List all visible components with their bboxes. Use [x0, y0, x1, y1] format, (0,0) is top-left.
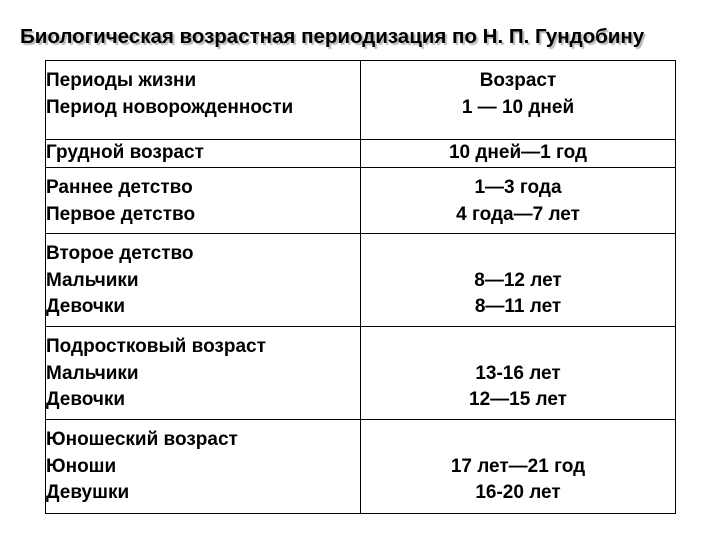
subgroup-label: Девушки — [46, 482, 130, 503]
age-cell — [361, 234, 676, 327]
age-value: 12—15 лет — [469, 389, 567, 410]
subgroup-label: Девочки — [46, 389, 126, 410]
age-value: 1—3 года — [474, 177, 562, 198]
age-periodization-table — [45, 60, 676, 514]
age-cell — [361, 327, 676, 420]
age-value: 8—11 лет — [474, 296, 562, 317]
period-label: Раннее детство — [46, 177, 193, 198]
period-label: Второе детство — [46, 243, 194, 264]
age-value: 1 — 10 дней — [461, 96, 575, 118]
age-cell — [361, 140, 676, 168]
age-value: 16-20 лет — [475, 482, 561, 503]
subgroup-label: Мальчики — [46, 362, 139, 384]
table-row — [46, 234, 676, 327]
table-row — [46, 327, 676, 420]
period-label: Грудной возраст — [46, 142, 204, 163]
subgroup-label: Девочки — [46, 296, 126, 317]
page-title: Биологическая возрастная периодизация по Н. П. Гундобину — [20, 25, 645, 48]
period-cell — [46, 327, 361, 420]
age-value: 10 дней—1 год — [448, 142, 588, 163]
age-value: 4 года—7 лет — [456, 203, 580, 225]
period-cell — [46, 168, 361, 234]
age-value: 17 лет—21 год — [450, 455, 586, 477]
column-header-age: Возраст — [479, 70, 557, 91]
age-cell — [361, 61, 676, 140]
period-label: Период новорожденности — [46, 96, 294, 118]
period-cell — [46, 140, 361, 168]
period-cell — [46, 420, 361, 514]
age-cell — [361, 168, 676, 234]
period-cell — [46, 61, 361, 140]
table-row — [46, 61, 676, 140]
age-cell — [361, 420, 676, 514]
column-header-periods: Периоды жизни — [46, 70, 197, 91]
age-value: 8—12 лет — [474, 269, 562, 291]
period-label: Юношеский возраст — [46, 429, 238, 450]
age-value: 13-16 лет — [475, 362, 561, 384]
period-label: Первое детство — [46, 203, 196, 225]
table-row — [46, 168, 676, 234]
table-row — [46, 140, 676, 168]
subgroup-label: Юноши — [46, 455, 117, 477]
period-cell — [46, 234, 361, 327]
subgroup-label: Мальчики — [46, 269, 139, 291]
table-row — [46, 420, 676, 514]
period-label: Подростковый возраст — [46, 336, 266, 357]
